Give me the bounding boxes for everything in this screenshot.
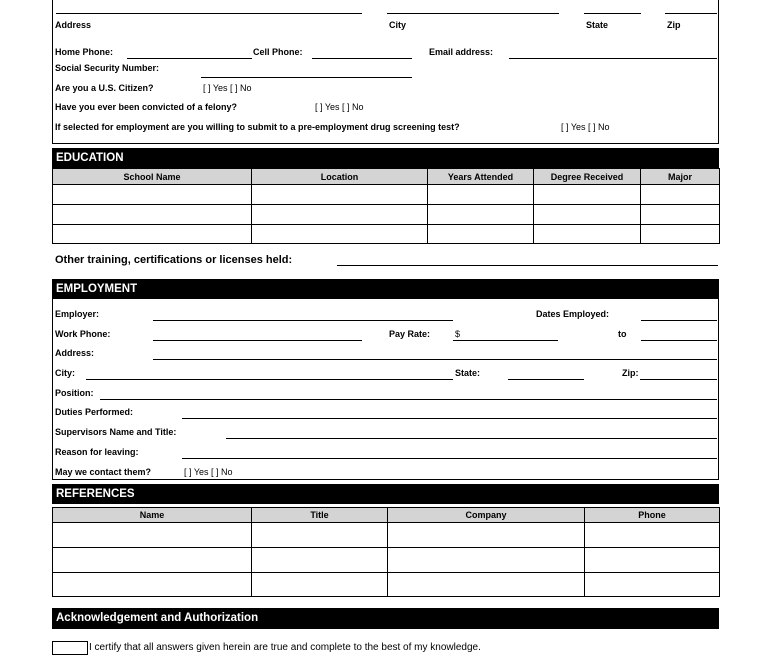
position-input-line[interactable]: [100, 399, 717, 400]
table-cell[interactable]: [388, 523, 585, 548]
references-header: REFERENCES: [52, 484, 719, 504]
felony-options[interactable]: [ ] Yes [ ] No: [315, 102, 364, 112]
employment-frame: [52, 299, 719, 480]
citizen-options[interactable]: [ ] Yes [ ] No: [203, 83, 252, 93]
table-cell[interactable]: [388, 548, 585, 573]
certify-initials-box[interactable]: [52, 641, 88, 655]
table-cell[interactable]: [428, 185, 534, 205]
col-major: Major: [641, 169, 720, 185]
contact-label: May we contact them?: [55, 467, 152, 477]
employer-label: Employer:: [55, 309, 100, 319]
other-training-input-line[interactable]: [337, 265, 718, 266]
col-ref-company: Company: [388, 508, 585, 523]
duties-input-line[interactable]: [182, 418, 717, 419]
reason-leaving-input-line[interactable]: [182, 458, 717, 459]
pay-rate-input-line[interactable]: [453, 340, 558, 341]
col-location: Location: [252, 169, 428, 185]
cell-phone-input-line[interactable]: [312, 58, 412, 59]
employer-state-label: State:: [455, 368, 481, 378]
col-degree-received: Degree Received: [534, 169, 641, 185]
email-label: Email address:: [429, 47, 494, 57]
supervisor-label: Supervisors Name and Title:: [55, 427, 177, 437]
zip-label: Zip: [667, 20, 681, 30]
table-cell[interactable]: [585, 523, 720, 548]
home-phone-label: Home Phone:: [55, 47, 114, 57]
table-cell[interactable]: [641, 205, 720, 225]
table-row: [53, 573, 720, 597]
table-cell[interactable]: [388, 573, 585, 597]
employer-city-input-line[interactable]: [86, 379, 453, 380]
other-training-label: Other training, certifications or licenses held:: [55, 254, 293, 266]
table-cell[interactable]: [534, 185, 641, 205]
cell-phone-label: Cell Phone:: [253, 47, 303, 57]
employer-city-label: City:: [55, 368, 75, 378]
drug-test-options[interactable]: [ ] Yes [ ] No: [561, 122, 610, 132]
references-table: [52, 507, 720, 597]
ssn-input-line[interactable]: [201, 77, 412, 78]
position-label: Position:: [55, 388, 94, 398]
zip-input-line[interactable]: [665, 13, 717, 14]
table-cell[interactable]: [53, 225, 252, 244]
col-school-name: School Name: [53, 169, 252, 185]
employer-zip-input-line[interactable]: [640, 379, 717, 380]
col-ref-title: Title: [252, 508, 388, 523]
email-input-line[interactable]: [509, 58, 717, 59]
table-cell[interactable]: [585, 573, 720, 597]
dates-employed-label: Dates Employed:: [536, 309, 610, 319]
duties-label: Duties Performed:: [55, 407, 134, 417]
table-cell[interactable]: [534, 225, 641, 244]
employer-zip-label: Zip:: [622, 368, 639, 378]
table-cell[interactable]: [53, 573, 252, 597]
certify-text: I certify that all answers given herein are true and complete to the best of my knowledge.: [89, 642, 481, 653]
table-cell[interactable]: [252, 573, 388, 597]
table-row: [53, 523, 720, 548]
felony-label: Have you ever been convicted of a felony?: [55, 102, 238, 112]
col-years-attended: Years Attended: [428, 169, 534, 185]
table-cell[interactable]: [252, 548, 388, 573]
table-cell[interactable]: [534, 205, 641, 225]
employer-state-input-line[interactable]: [508, 379, 584, 380]
employer-address-label: Address:: [55, 348, 95, 358]
education-header: EDUCATION: [52, 148, 719, 168]
home-phone-input-line[interactable]: [127, 58, 252, 59]
pay-rate-dollar: $: [455, 329, 461, 339]
contact-options[interactable]: [ ] Yes [ ] No: [184, 467, 233, 477]
table-row: [53, 548, 720, 573]
work-phone-input-line[interactable]: [153, 340, 362, 341]
table-row: [53, 205, 720, 225]
pay-rate-label: Pay Rate:: [389, 329, 431, 339]
reason-leaving-label: Reason for leaving:: [55, 447, 139, 457]
col-ref-phone: Phone: [585, 508, 720, 523]
table-cell[interactable]: [252, 185, 428, 205]
address-label: Address: [55, 20, 92, 30]
state-input-line[interactable]: [584, 13, 641, 14]
table-row: [53, 225, 720, 244]
table-cell[interactable]: [53, 523, 252, 548]
table-cell[interactable]: [53, 185, 252, 205]
to-label: to: [618, 329, 627, 339]
table-cell[interactable]: [428, 225, 534, 244]
work-phone-label: Work Phone:: [55, 329, 111, 339]
drug-test-label: If selected for employment are you willing to submit to a pre-employment drug screening test?: [55, 122, 460, 132]
education-header-row: [53, 169, 720, 185]
employer-input-line[interactable]: [153, 320, 453, 321]
table-cell[interactable]: [641, 185, 720, 205]
table-cell[interactable]: [585, 548, 720, 573]
employer-address-input-line[interactable]: [153, 359, 717, 360]
ssn-label: Social Security Number:: [55, 63, 160, 73]
dates-employed-to-line[interactable]: [641, 340, 717, 341]
table-cell[interactable]: [252, 205, 428, 225]
table-cell[interactable]: [53, 205, 252, 225]
table-cell[interactable]: [252, 523, 388, 548]
references-header-row: [53, 508, 720, 523]
col-ref-name: Name: [53, 508, 252, 523]
state-label: State: [586, 20, 609, 30]
table-row: [53, 185, 720, 205]
table-cell[interactable]: [252, 225, 428, 244]
dates-employed-from-line[interactable]: [641, 320, 717, 321]
address-input-line[interactable]: [56, 13, 362, 14]
table-cell[interactable]: [641, 225, 720, 244]
city-input-line[interactable]: [387, 13, 559, 14]
employment-header: EMPLOYMENT: [52, 279, 719, 299]
city-label: City: [389, 20, 407, 30]
citizen-label: Are you a U.S. Citizen?: [55, 83, 154, 93]
table-cell[interactable]: [53, 548, 252, 573]
education-table: [52, 168, 720, 244]
acknowledgement-header: Acknowledgement and Authorization: [52, 608, 719, 629]
table-cell[interactable]: [428, 205, 534, 225]
supervisor-input-line[interactable]: [226, 438, 717, 439]
